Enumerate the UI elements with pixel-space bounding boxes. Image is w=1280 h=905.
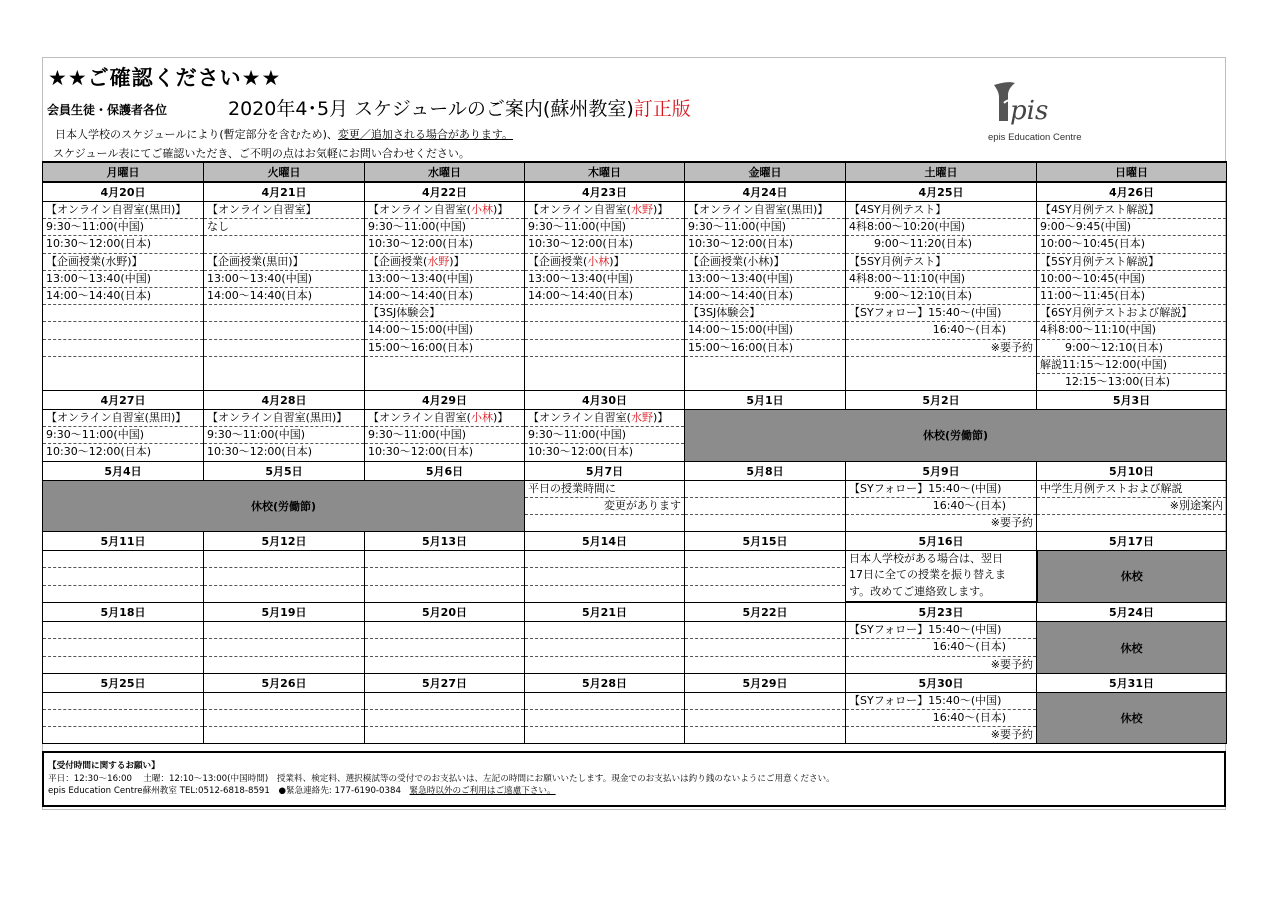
- date-cell: 5月16日: [846, 532, 1037, 551]
- schedule-line: [43, 357, 203, 373]
- date-cell: 5月19日: [204, 602, 365, 622]
- date-cell: 5月30日: [846, 673, 1037, 692]
- schedule-cell: [365, 622, 525, 674]
- schedule-line: 【企画授業(小林)】: [685, 254, 845, 271]
- schedule-cell: [685, 480, 846, 532]
- schedule-line: 日本人学校がある場合は、翌日: [849, 552, 1003, 566]
- schedule-line: 4科8:00～10:20(中国): [846, 219, 1036, 236]
- schedule-line: 10:30～12:00(日本): [525, 236, 684, 253]
- schedule-cell: [525, 480, 685, 532]
- schedule-row: [43, 622, 1227, 674]
- schedule-line: 9:30～11:00(中国): [365, 427, 524, 444]
- schedule-cell: [846, 622, 1037, 674]
- logo-text: epis Education Centre: [988, 132, 1082, 143]
- schedule-cell: [204, 551, 365, 603]
- schedule-line: 10:30～12:00(日本): [46, 445, 151, 459]
- schedule-line: 9:30～11:00(中国): [365, 219, 524, 236]
- schedule-cell: [525, 692, 685, 744]
- schedule-line: 16:40～(日本): [846, 322, 1036, 339]
- reservation-note: ※要予約: [990, 728, 1033, 742]
- schedule-line: 【4SY月例テスト】: [846, 202, 1036, 219]
- schedule-line: 13:00～13:40(中国): [204, 271, 364, 288]
- schedule-cell: [685, 551, 846, 603]
- holiday-cell: 休校(労働節): [685, 410, 1227, 462]
- weekday-header: 水曜日: [365, 162, 525, 182]
- date-cell: 5月10日: [1037, 461, 1227, 480]
- closed-cell: 休校: [1037, 551, 1227, 603]
- reservation-note: ※要予約: [990, 516, 1033, 529]
- date-cell: 5月20日: [365, 602, 525, 622]
- date-cell: 5月18日: [43, 602, 204, 622]
- schedule-cell: [685, 692, 846, 744]
- page-title: [228, 94, 691, 121]
- schedule-line: 【SYフォロー】15:40～(中国): [846, 622, 1036, 639]
- date-cell: 5月5日: [204, 461, 365, 480]
- date-cell: 5月9日: [846, 461, 1037, 480]
- schedule-line: 9:00～12:10(日本): [846, 288, 1036, 305]
- weekday-header: 金曜日: [685, 162, 846, 182]
- date-cell: 5月6日: [365, 461, 525, 480]
- epis-logo: [988, 81, 1082, 147]
- schedule-line: 14:00～14:40(日本): [685, 288, 845, 305]
- schedule-line: [525, 340, 684, 357]
- schedule-cell: [685, 202, 846, 391]
- addressee: 会員生徒・保護者各位: [47, 103, 168, 117]
- schedule-line: 【6SY月例テストおよび解説】: [1037, 305, 1226, 322]
- schedule-line: [43, 322, 203, 339]
- schedule-cell: [846, 202, 1037, 391]
- date-cell: 4月28日: [204, 391, 365, 410]
- schedule-line: 【オンライン自習室(水野)】: [525, 202, 684, 219]
- schedule-cell: [43, 622, 204, 674]
- schedule-line: す。改めてご連絡致します。: [849, 584, 991, 598]
- date-cell: 4月29日: [365, 391, 525, 410]
- schedule-line: 変更があります: [525, 498, 684, 515]
- schedule-row: [43, 202, 1227, 391]
- schedule-line: 【SYフォロー】15:40～(中国): [846, 305, 1036, 322]
- title-main: 2020年4･5月 スケジュールのご案内(蘇州教室): [228, 98, 634, 120]
- schedule-line: 13:00～13:40(中国): [525, 271, 684, 288]
- schedule-line: 10:30～12:00(日本): [207, 445, 312, 459]
- date-cell: 5月15日: [685, 532, 846, 551]
- schedule-line: 14:00～14:40(日本): [43, 288, 203, 305]
- schedule-line: 【オンライン自習室(黒田)】: [43, 202, 203, 219]
- schedule-line: 10:30～12:00(日本): [528, 445, 633, 459]
- schedule-line: ※別途案内: [1037, 498, 1226, 515]
- date-row: [43, 182, 1227, 202]
- schedule-line: [525, 322, 684, 339]
- schedule-line: 10:30～12:00(日本): [43, 236, 203, 253]
- schedule-cell: [365, 202, 525, 391]
- date-cell: 5月26日: [204, 673, 365, 692]
- schedule-cell: [204, 622, 365, 674]
- date-cell: 4月25日: [846, 182, 1037, 202]
- schedule-line: [1037, 515, 1226, 531]
- schedule-line: 14:00～14:40(日本): [365, 288, 524, 305]
- schedule-line: 17日に全ての授業を振り替えま: [849, 568, 1006, 582]
- schedule-line: 9:00～11:20(日本): [846, 236, 1036, 253]
- schedule-line: 【オンライン自習室(小林)】: [365, 202, 524, 219]
- schedule-line: [685, 357, 845, 373]
- schedule-line: 13:00～13:40(中国): [685, 271, 845, 288]
- schedule-line: 10:00～10:45(中国): [1037, 271, 1226, 288]
- schedule-line: 【SYフォロー】15:40～(中国): [846, 693, 1036, 710]
- schedule-cell: [43, 692, 204, 744]
- schedule-line: [43, 305, 203, 322]
- schedule-line: 16:40～(日本): [846, 710, 1036, 727]
- schedule-cell: [204, 202, 365, 391]
- date-cell: 4月23日: [525, 182, 685, 202]
- schedule-line: 【4SY月例テスト解説】: [1037, 202, 1226, 219]
- schedule-line: 【SYフォロー】15:40～(中国): [846, 481, 1036, 498]
- schedule-line: 16:40～(日本): [846, 498, 1036, 515]
- schedule-line: なし: [204, 219, 364, 236]
- schedule-line: [43, 340, 203, 357]
- date-cell: 4月26日: [1037, 182, 1227, 202]
- schedule-cell: [1037, 480, 1227, 532]
- schedule-line: 【オンライン自習室(水野)】: [525, 410, 684, 427]
- schedule-line: 10:30～12:00(日本): [365, 236, 524, 253]
- schedule-cell: [525, 410, 685, 462]
- schedule-line: [204, 340, 364, 357]
- schedule-row: [43, 551, 1227, 603]
- date-cell: 5月8日: [685, 461, 846, 480]
- schedule-line: [525, 305, 684, 322]
- date-row: [43, 602, 1227, 622]
- schedule-line: [685, 498, 845, 515]
- date-row: [43, 461, 1227, 480]
- schedule-line: 【5SY月例テスト】: [846, 254, 1036, 271]
- schedule-line: 【オンライン自習室(黒田)】: [204, 410, 364, 427]
- schedule-line: [204, 305, 364, 322]
- schedule-line: [525, 357, 684, 373]
- holiday-cell: 休校(労働節): [43, 480, 525, 532]
- schedule-line: [685, 481, 845, 498]
- notice-heading: ★★ご確認ください★★: [48, 66, 282, 90]
- schedule-cell: [525, 202, 685, 391]
- schedule-line: 【3SJ体験会】: [365, 305, 524, 322]
- schedule-cell: [43, 202, 204, 391]
- schedule-cell: [365, 410, 525, 462]
- schedule-line: 9:30～11:00(中国): [43, 219, 203, 236]
- weekday-header: 火曜日: [204, 162, 365, 182]
- schedule-line: [204, 357, 364, 373]
- schedule-line: [846, 357, 1036, 373]
- date-row: [43, 532, 1227, 551]
- schedule-cell: [365, 692, 525, 744]
- date-cell: 5月23日: [846, 602, 1037, 622]
- schedule-line: 12:15～13:00(日本): [1065, 374, 1170, 388]
- schedule-line: 9:30～11:00(中国): [43, 427, 203, 444]
- schedule-cell: [685, 622, 846, 674]
- schedule-cell: [525, 622, 685, 674]
- schedule-cell: [846, 692, 1037, 744]
- date-cell: 5月24日: [1037, 602, 1227, 622]
- weekday-header: 土曜日: [846, 162, 1037, 182]
- weekday-header-row: [43, 162, 1227, 182]
- schedule-line: 15:00～16:00(日本): [365, 340, 524, 357]
- epis-logo-icon: [988, 81, 1052, 127]
- schedule-line: 【オンライン自習室】: [204, 202, 364, 219]
- schedule-cell: [204, 692, 365, 744]
- schedule-cell: [1037, 202, 1227, 391]
- schedule-line: 【オンライン自習室(小林)】: [365, 410, 524, 427]
- date-cell: 5月21日: [525, 602, 685, 622]
- date-row: [43, 673, 1227, 692]
- schedule-line: 【企画授業(小林)】: [525, 254, 684, 271]
- date-cell: 5月17日: [1037, 532, 1227, 551]
- footer-contact: epis Education Centre蘇州教室 TEL:0512-6818-8591 ●緊急連絡先: 177-6190-0384 緊急時以外のご利用はご遠慮下さい。: [48, 786, 556, 796]
- weekday-header: 木曜日: [525, 162, 685, 182]
- schedule-line: [685, 515, 845, 531]
- schedule-cell: [43, 410, 204, 462]
- schedule-line: [204, 322, 364, 339]
- date-cell: 5月1日: [685, 391, 846, 410]
- date-cell: 5月22日: [685, 602, 846, 622]
- schedule-table: [42, 161, 1227, 744]
- schedule-line: 15:00～16:00(日本): [685, 340, 845, 357]
- schedule-cell: [846, 551, 1037, 603]
- weekday-header: 日曜日: [1037, 162, 1227, 182]
- schedule-line: 平日の授業時間に: [525, 481, 684, 498]
- svg-text:pis: pis: [1010, 96, 1049, 126]
- date-cell: 4月27日: [43, 391, 204, 410]
- schedule-line: 4科8:00～11:10(中国): [846, 271, 1036, 288]
- schedule-line: 【オンライン自習室(黒田)】: [685, 202, 845, 219]
- revision-label: 訂正版: [633, 98, 691, 120]
- footer-heading: 【受付時間に関するお願い】: [48, 761, 160, 771]
- date-cell: 5月2日: [846, 391, 1037, 410]
- schedule-line: 14:00～14:40(日本): [525, 288, 684, 305]
- schedule-line: 10:30～12:00(日本): [685, 236, 845, 253]
- date-cell: 5月28日: [525, 673, 685, 692]
- closed-cell: 休校: [1037, 692, 1227, 744]
- schedule-line: [525, 515, 684, 531]
- date-cell: 5月29日: [685, 673, 846, 692]
- schedule-cell: [204, 410, 365, 462]
- schedule-line: 9:00～9:45(中国): [1037, 219, 1226, 236]
- reservation-note: ※要予約: [990, 657, 1033, 671]
- schedule-cell: [43, 551, 204, 603]
- schedule-line: 【企画授業(黒田)】: [204, 254, 364, 271]
- schedule-cell: [365, 551, 525, 603]
- reservation-note: ※要予約: [846, 340, 1036, 357]
- schedule-line: 中学生月例テストおよび解説: [1037, 481, 1226, 498]
- footer-hours: 平日：12:30～16:00 土曜：12:10～13:00(中国時間) 授業料、検定料、選択模試等の受付でのお支払いは、左記の時間にお願いいたします。現金でのお支払いは釣り銭のないようにご用意ください。: [48, 773, 835, 784]
- schedule-cell: [846, 480, 1037, 532]
- schedule-line: 【企画授業(水野)】: [43, 254, 203, 271]
- date-cell: 5月11日: [43, 532, 204, 551]
- schedule-line: 【5SY月例テスト解説】: [1037, 254, 1226, 271]
- date-cell: 4月24日: [685, 182, 846, 202]
- note-text: 日本人学校のスケジュールにより(暫定部分を含むため)、: [55, 128, 338, 141]
- schedule-line: 14:00～15:00(中国): [365, 322, 524, 339]
- schedule-line: 4科8:00～11:10(中国): [1037, 322, 1226, 339]
- date-cell: 5月4日: [43, 461, 204, 480]
- schedule-line: 13:00～13:40(中国): [365, 271, 524, 288]
- date-cell: 5月3日: [1037, 391, 1227, 410]
- schedule-line: 9:30～11:00(中国): [525, 427, 684, 444]
- schedule-line: 10:00～10:45(日本): [1037, 236, 1226, 253]
- date-cell: 5月27日: [365, 673, 525, 692]
- date-cell: 4月21日: [204, 182, 365, 202]
- schedule-line: [204, 236, 364, 253]
- schedule-line: 13:00～13:40(中国): [43, 271, 203, 288]
- schedule-row: [43, 692, 1227, 744]
- schedule-cell: [525, 551, 685, 603]
- schedule-line: [365, 357, 524, 373]
- note-line-2: スケジュール表にてご確認いただき、ご不明の点はお気軽にお問い合わせください。: [53, 147, 470, 160]
- schedule-line: 【3SJ体験会】: [685, 305, 845, 322]
- weekday-header: 月曜日: [43, 162, 204, 182]
- date-cell: 4月22日: [365, 182, 525, 202]
- schedule-line: 9:30～11:00(中国): [525, 219, 684, 236]
- date-cell: 5月25日: [43, 673, 204, 692]
- date-cell: 5月7日: [525, 461, 685, 480]
- schedule-row: [43, 480, 1227, 532]
- schedule-line: 【企画授業(水野)】: [365, 254, 524, 271]
- schedule-line: 14:00～14:40(日本): [204, 288, 364, 305]
- schedule-line: 9:30～11:00(中国): [204, 427, 364, 444]
- schedule-line: 16:40～(日本): [846, 639, 1036, 656]
- date-cell: 4月20日: [43, 182, 204, 202]
- schedule-line: 【オンライン自習室(黒田)】: [43, 410, 203, 427]
- schedule-row: [43, 410, 1227, 462]
- reception-notice-box: [42, 751, 1226, 807]
- note-line-1: [55, 126, 513, 142]
- schedule-line: 9:00～12:10(日本): [1037, 340, 1226, 357]
- date-cell: 5月31日: [1037, 673, 1227, 692]
- date-cell: 4月30日: [525, 391, 685, 410]
- schedule-line: 9:30～11:00(中国): [685, 219, 845, 236]
- date-cell: 5月12日: [204, 532, 365, 551]
- closed-cell: 休校: [1037, 622, 1227, 674]
- schedule-line: 10:30～12:00(日本): [368, 445, 473, 459]
- date-row: [43, 391, 1227, 410]
- note-underlined: 変更／追加される場合があります。: [337, 128, 514, 141]
- date-cell: 5月13日: [365, 532, 525, 551]
- schedule-line: 14:00～15:00(中国): [685, 322, 845, 339]
- schedule-line: 11:00～11:45(日本): [1037, 288, 1226, 305]
- date-cell: 5月14日: [525, 532, 685, 551]
- schedule-line: 解説11:15～12:00(中国): [1037, 357, 1226, 374]
